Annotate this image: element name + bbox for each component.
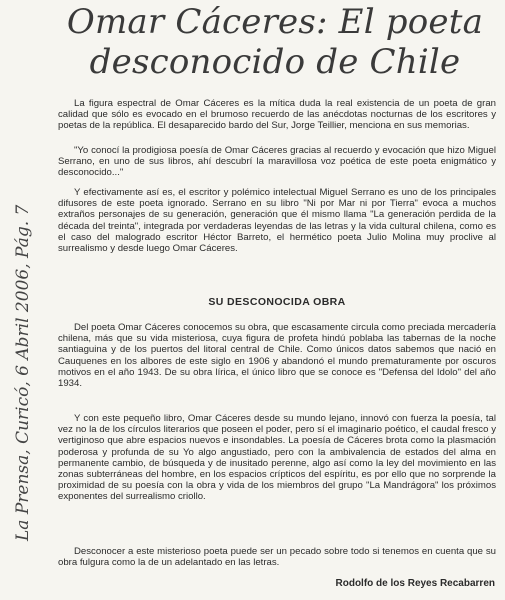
author-signature: Rodolfo de los Reyes Recabarren xyxy=(335,578,495,589)
article-title: Omar Cáceres: El poeta desconocido de Chile xyxy=(66,2,484,82)
article-paragraph xyxy=(58,546,496,568)
paragraph-text: Del poeta Omar Cáceres conocemos su obra, que escasamente circula como preciada mercadería chilena, más que su vida misteriosa, cuya figura de profeta hindú poblaba las tabernas de la noche santiaguina y de los puertos del litoral central de Chile. Como únicos datos sabemos que nació en Cauquenes en los albores de este siglo en 1906 y abandonó el mundo prematuramente por oscuros motivos en el año 1943. De su obra lírica, el único libro que se conoce es "Defensa del Idolo" del año 1934. xyxy=(58,322,496,390)
section-heading: SU DESCONOCIDA OBRA xyxy=(208,296,346,308)
article-paragraph xyxy=(58,187,496,254)
handwritten-source-note: La Prensa, Curicó, 6 Abril 2006, Pág. 7 xyxy=(13,204,33,541)
article-paragraph xyxy=(58,322,496,389)
article-paragraph xyxy=(58,413,496,503)
paragraph-text: Y con este pequeño libro, Omar Cáceres desde su mundo lejano, innovó con fuerza la poesía, tal vez no la de los círculos literarios que poseen el poder, pero sí el imaginario poético, el caudal fresco y vertiginoso que abre espacios nuevos e insondables. La poesía de Cáceres brota como la plasmación poderosa y profunda de su Yo algo angustiado, pero con la ambivalencia de estados del alma en permanente cambio, de búsqueda y de inusitado perenne, algo así como la ley del movimiento en las zonas subterráneas del hombre, en los espacios crípticos del espíritu, es por ello que no sorprende la proximidad de su poesía con la obra y vida de los miembros del grupo "La Mandrágora" los próximos exponentes del surrealismo criollo. xyxy=(58,413,496,503)
paragraph-text: Desconocer a este misterioso poeta puede ser un pecado sobre todo si tenemos en cuenta que su obra fulgura como la de un adelantado en las letras. xyxy=(58,546,496,569)
paragraph-text: "Yo conocí la prodigiosa poesía de Omar Cáceres gracias al recuerdo y evocación que hizo Miguel Serrano, en uno de sus libros, ahí descubrí la maravillosa voz poética de este poeta enigmático y desconocido..." xyxy=(58,145,496,179)
article-paragraph xyxy=(58,145,496,179)
paragraph-text: La figura espectral de Omar Cáceres es la mítica duda la real existencia de un poeta de gran calidad que sólo es evocado en el brumoso recuerdo de las anécdotas nocturnas de los escritores y poetas de la república. El desaparecido bardo del Sur, Jorge Teillier, menciona en sus memorias. xyxy=(58,98,496,132)
article-paragraph xyxy=(58,98,496,132)
paragraph-text: Y efectivamente así es, el escritor y polémico intelectual Miguel Serrano es uno de los principales difusores de este poeta ignorado. Serrano en su libro "Ni por Mar ni por Tierra" evoca a muchos extraños personajes de su generación, generación que él mismo llama "La generación perdida de la década del treinta", integrada por verdaderas leyendas de las letras y la vida cultural chilena, como es el caso del malogrado escritor Héctor Barreto, el hermético poeta Julio Molina muy proclive al surrealismo y desde luego Omar Cáceres. xyxy=(58,187,496,255)
